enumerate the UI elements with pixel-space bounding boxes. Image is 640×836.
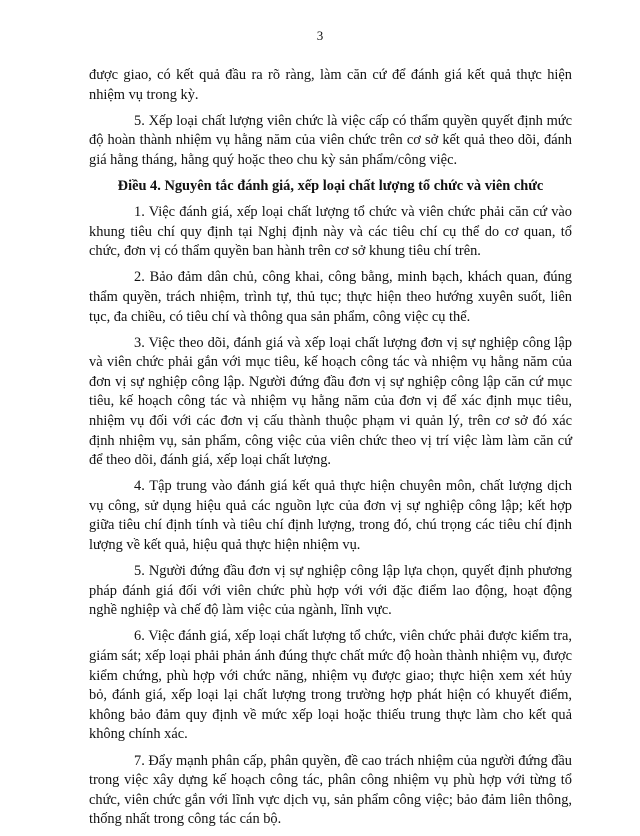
article-4-heading: Điều 4. Nguyên tắc đánh giá, xếp loại chất lượng tổ chức và viên chức (117, 177, 544, 194)
paragraph-clause-4: 4. Tập trung vào đánh giá kết quả thực hiện chuyên môn, chất lượng dịch vụ công, sử dụng hiệu quả các nguồn lực của đơn vị sự nghiệp công lập; kết hợp giữa tiêu chí định tính và tiêu chí định lượng, trong đó, chú trọng các tiêu chí định lượng về kết quả, hiệu quả thực hiện nhiệm vụ. (89, 478, 572, 554)
paragraph-clause-1: 1. Việc đánh giá, xếp loại chất lượng tổ chức và viên chức phải căn cứ vào khung tiêu chí quy định tại Nghị định này và các tiêu chí cụ thể do cơ quan, tổ chức, đơn vị có thẩm quyền ban hành trên cơ sở khung tiêu chí trên. (89, 204, 572, 260)
paragraph-clause-5-previous-article: 5. Xếp loại chất lượng viên chức là việc cấp có thẩm quyền quyết định mức độ hoàn thành nhiệm vụ hằng năm của viên chức trên cơ sở kết quả theo dõi, đánh giá hằng tháng, hằng quý hoặc theo chu kỳ sản phẩm/công việc. (89, 112, 572, 168)
document-body (89, 66, 572, 836)
paragraph-clause-2: 2. Bảo đảm dân chủ, công khai, công bằng, minh bạch, khách quan, đúng thẩm quyền, trách nhiệm, trình tự, thủ tục; thực hiện theo hướng xuyên suốt, liên tục, đa chiều, có tiêu chí và thông qua sản phẩm, công việc cụ thể. (89, 269, 572, 325)
paragraph-clause-6: 6. Việc đánh giá, xếp loại chất lượng tổ chức, viên chức phải được kiểm tra, giám sát; xếp loại phải phản ánh đúng thực chất mức độ hoàn thành nhiệm vụ, được kiểm chứng, phù hợp với chức năng, nhiệm vụ được giao; thực hiện xem xét hủy bỏ, đánh giá, xếp loại lại chất lượng trong trường hợp phát hiện có khuyết điểm, không bảo đảm quy định về mức xếp loại hoặc thiếu trung thực làm cho kết quả không chính xác. (89, 628, 572, 743)
paragraph-clause-3: 3. Việc theo dõi, đánh giá và xếp loại chất lượng đơn vị sự nghiệp công lập và viên chức phải gắn với mục tiêu, kế hoạch công tác và nhiệm vụ hằng năm của đơn vị sự nghiệp công lập. Người đứng đầu đơn vị sự nghiệp công lập căn cứ mục tiêu, kế hoạch công tác và nhiệm vụ hằng năm của đơn vị để xác định mục tiêu, nhiệm vụ đối với các đơn vị cấu thành thuộc phạm vi quản lý, trên cơ sở đó xác định nhiệm vụ, sản phẩm, công việc của viên chức theo vị trí việc làm làm căn cứ để theo dõi, đánh giá, xếp loại chất lượng. (89, 334, 572, 469)
paragraph-clause-5: 5. Người đứng đầu đơn vị sự nghiệp công lập lựa chọn, quyết định phương pháp đánh giá đối với viên chức phù hợp với với đặc điểm lao động, hoạt động nghề nghiệp và chế độ làm việc của ngành, lĩnh vực. (89, 563, 572, 619)
page-number: 3 (316, 28, 324, 43)
paragraph-clause-7: 7. Đẩy mạnh phân cấp, phân quyền, đề cao trách nhiệm của người đứng đầu trong việc xây dựng kế hoạch công tác, phân công nhiệm vụ phù hợp với từng tổ chức, viên chức gắn với lĩnh vực dịch vụ, sản phẩm công việc; bảo đảm liên thông, thống nhất trong công tác cán bộ. (89, 752, 572, 828)
paragraph-continued: được giao, có kết quả đầu ra rõ ràng, làm căn cứ để đánh giá kết quả thực hiện nhiệm vụ trong kỳ. (89, 67, 572, 103)
